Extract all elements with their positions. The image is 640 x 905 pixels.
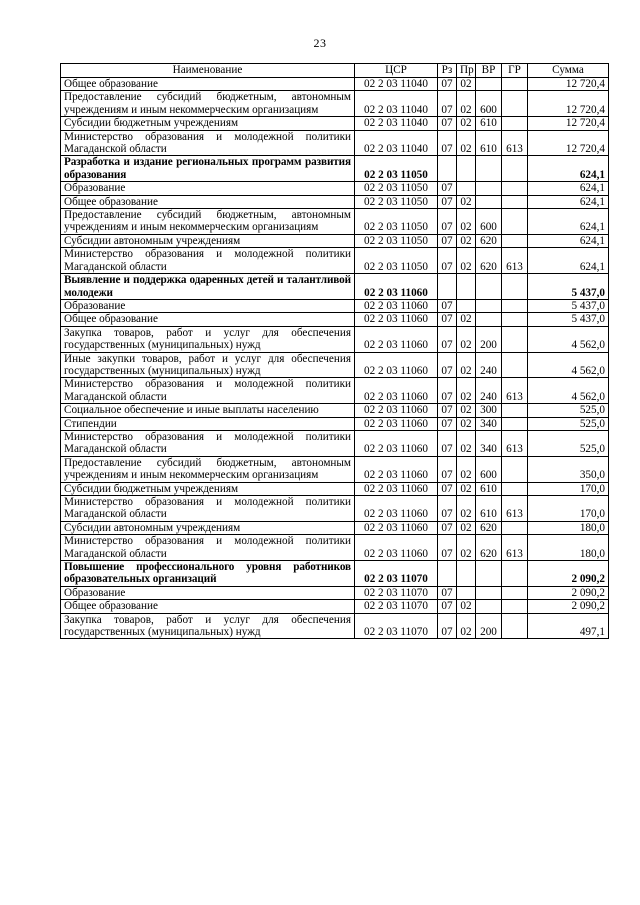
row-vr-cell: 340 bbox=[476, 417, 502, 430]
row-gr-cell bbox=[502, 156, 528, 182]
row-name-cell: Разработка и издание региональных программ развития образования bbox=[61, 156, 355, 182]
row-pr-cell: 02 bbox=[457, 91, 476, 117]
row-pr-cell: 02 bbox=[457, 404, 476, 417]
header-csr: ЦСР bbox=[355, 64, 438, 78]
table-row-section bbox=[61, 561, 609, 587]
row-name-cell: Министерство образования и молодежной политики Магаданской области bbox=[61, 130, 355, 156]
header-name: Наименование bbox=[61, 64, 355, 78]
row-vr-cell: 610 bbox=[476, 130, 502, 156]
row-name-cell: Иные закупки товаров, работ и услуг для обеспечения государственных (муниципальных) нужд bbox=[61, 352, 355, 378]
row-gr-cell bbox=[502, 117, 528, 130]
table-row bbox=[61, 78, 609, 91]
row-gr-cell bbox=[502, 195, 528, 208]
row-vr-cell: 610 bbox=[476, 482, 502, 495]
row-csr-cell: 02 2 03 11060 bbox=[355, 521, 438, 534]
row-sum-cell: 170,0 bbox=[528, 496, 609, 522]
row-sum-cell: 180,0 bbox=[528, 521, 609, 534]
row-name-cell: Министерство образования и молодежной политики Магаданской области bbox=[61, 248, 355, 274]
row-name-cell: Закупка товаров, работ и услуг для обеспечения государственных (муниципальных) нужд bbox=[61, 613, 355, 639]
row-sum-cell: 2 090,2 bbox=[528, 561, 609, 587]
row-gr-cell: 613 bbox=[502, 130, 528, 156]
row-sum-cell: 5 437,0 bbox=[528, 299, 609, 312]
row-pr-cell: 02 bbox=[457, 117, 476, 130]
row-name-cell: Субсидии бюджетным учреждениям bbox=[61, 117, 355, 130]
row-rz-cell bbox=[438, 156, 457, 182]
row-rz-cell: 07 bbox=[438, 417, 457, 430]
row-pr-cell bbox=[457, 561, 476, 587]
row-rz-cell: 07 bbox=[438, 91, 457, 117]
row-vr-cell: 600 bbox=[476, 456, 502, 482]
row-name-cell: Социальное обеспечение и иные выплаты населению bbox=[61, 404, 355, 417]
row-vr-cell bbox=[476, 299, 502, 312]
row-pr-cell: 02 bbox=[457, 209, 476, 235]
row-vr-cell bbox=[476, 195, 502, 208]
row-vr-cell: 240 bbox=[476, 378, 502, 404]
row-rz-cell: 07 bbox=[438, 352, 457, 378]
row-csr-cell: 02 2 03 11060 bbox=[355, 482, 438, 495]
row-name-cell: Общее образование bbox=[61, 313, 355, 326]
row-rz-cell bbox=[438, 561, 457, 587]
row-gr-cell bbox=[502, 182, 528, 195]
row-gr-cell bbox=[502, 482, 528, 495]
row-name-cell: Повышение профессионального уровня работников образовательных организаций bbox=[61, 561, 355, 587]
row-rz-cell: 07 bbox=[438, 195, 457, 208]
row-rz-cell: 07 bbox=[438, 234, 457, 247]
row-csr-cell: 02 2 03 11060 bbox=[355, 299, 438, 312]
row-vr-cell: 610 bbox=[476, 496, 502, 522]
row-pr-cell: 02 bbox=[457, 130, 476, 156]
row-sum-cell: 525,0 bbox=[528, 417, 609, 430]
row-vr-cell bbox=[476, 600, 502, 613]
row-vr-cell bbox=[476, 586, 502, 599]
row-sum-cell: 350,0 bbox=[528, 456, 609, 482]
row-gr-cell: 613 bbox=[502, 496, 528, 522]
row-pr-cell: 02 bbox=[457, 496, 476, 522]
row-pr-cell: 02 bbox=[457, 313, 476, 326]
table-row bbox=[61, 195, 609, 208]
row-sum-cell: 180,0 bbox=[528, 535, 609, 561]
row-csr-cell: 02 2 03 11060 bbox=[355, 378, 438, 404]
table-row bbox=[61, 496, 609, 522]
row-csr-cell: 02 2 03 11060 bbox=[355, 274, 438, 300]
row-csr-cell: 02 2 03 11040 bbox=[355, 130, 438, 156]
row-csr-cell: 02 2 03 11070 bbox=[355, 561, 438, 587]
row-sum-cell: 497,1 bbox=[528, 613, 609, 639]
row-rz-cell: 07 bbox=[438, 404, 457, 417]
row-name-cell: Министерство образования и молодежной политики Магаданской области bbox=[61, 430, 355, 456]
row-csr-cell: 02 2 03 11050 bbox=[355, 248, 438, 274]
row-gr-cell bbox=[502, 91, 528, 117]
row-vr-cell: 620 bbox=[476, 248, 502, 274]
row-vr-cell: 340 bbox=[476, 430, 502, 456]
row-name-cell: Субсидии бюджетным учреждениям bbox=[61, 482, 355, 495]
header-gr: ГР bbox=[502, 64, 528, 78]
row-pr-cell: 02 bbox=[457, 430, 476, 456]
row-name-cell: Закупка товаров, работ и услуг для обеспечения государственных (муниципальных) нужд bbox=[61, 326, 355, 352]
row-rz-cell: 07 bbox=[438, 182, 457, 195]
row-sum-cell: 12 720,4 bbox=[528, 78, 609, 91]
row-gr-cell: 613 bbox=[502, 378, 528, 404]
row-vr-cell: 600 bbox=[476, 91, 502, 117]
row-sum-cell: 624,1 bbox=[528, 195, 609, 208]
table-row bbox=[61, 117, 609, 130]
row-pr-cell: 02 bbox=[457, 482, 476, 495]
row-vr-cell bbox=[476, 313, 502, 326]
row-sum-cell: 5 437,0 bbox=[528, 313, 609, 326]
row-pr-cell bbox=[457, 182, 476, 195]
row-csr-cell: 02 2 03 11050 bbox=[355, 182, 438, 195]
row-rz-cell: 07 bbox=[438, 430, 457, 456]
table-row bbox=[61, 248, 609, 274]
row-csr-cell: 02 2 03 11060 bbox=[355, 535, 438, 561]
row-rz-cell: 07 bbox=[438, 78, 457, 91]
row-name-cell: Субсидии автономным учреждениям bbox=[61, 521, 355, 534]
table-row bbox=[61, 521, 609, 534]
table-row bbox=[61, 326, 609, 352]
row-vr-cell bbox=[476, 561, 502, 587]
row-name-cell: Предоставление субсидий бюджетным, автономным учреждениям и иным некоммерческим организациям bbox=[61, 209, 355, 235]
row-gr-cell bbox=[502, 274, 528, 300]
row-vr-cell: 240 bbox=[476, 352, 502, 378]
row-gr-cell bbox=[502, 313, 528, 326]
row-gr-cell bbox=[502, 586, 528, 599]
table-row bbox=[61, 430, 609, 456]
page-number: 23 bbox=[313, 36, 327, 50]
row-gr-cell bbox=[502, 209, 528, 235]
row-rz-cell: 07 bbox=[438, 521, 457, 534]
row-sum-cell: 624,1 bbox=[528, 234, 609, 247]
row-gr-cell bbox=[502, 326, 528, 352]
row-sum-cell: 5 437,0 bbox=[528, 274, 609, 300]
row-vr-cell bbox=[476, 156, 502, 182]
row-csr-cell: 02 2 03 11040 bbox=[355, 78, 438, 91]
row-name-cell: Общее образование bbox=[61, 78, 355, 91]
row-pr-cell bbox=[457, 156, 476, 182]
row-rz-cell: 07 bbox=[438, 209, 457, 235]
row-name-cell: Выявление и поддержка одаренных детей и талантливой молодежи bbox=[61, 274, 355, 300]
row-pr-cell: 02 bbox=[457, 378, 476, 404]
row-sum-cell: 12 720,4 bbox=[528, 91, 609, 117]
row-rz-cell: 07 bbox=[438, 456, 457, 482]
table-row bbox=[61, 417, 609, 430]
row-gr-cell bbox=[502, 234, 528, 247]
row-name-cell: Общее образование bbox=[61, 600, 355, 613]
budget-table bbox=[60, 63, 609, 639]
row-rz-cell: 07 bbox=[438, 117, 457, 130]
row-pr-cell bbox=[457, 586, 476, 599]
row-csr-cell: 02 2 03 11070 bbox=[355, 586, 438, 599]
row-sum-cell: 170,0 bbox=[528, 482, 609, 495]
table-row bbox=[61, 182, 609, 195]
row-pr-cell: 02 bbox=[457, 78, 476, 91]
row-name-cell: Образование bbox=[61, 586, 355, 599]
row-rz-cell: 07 bbox=[438, 613, 457, 639]
row-rz-cell: 07 bbox=[438, 482, 457, 495]
row-gr-cell: 613 bbox=[502, 535, 528, 561]
row-gr-cell bbox=[502, 561, 528, 587]
row-vr-cell: 200 bbox=[476, 613, 502, 639]
row-name-cell: Образование bbox=[61, 299, 355, 312]
row-csr-cell: 02 2 03 11040 bbox=[355, 117, 438, 130]
table-row bbox=[61, 378, 609, 404]
row-name-cell: Субсидии автономным учреждениям bbox=[61, 234, 355, 247]
row-csr-cell: 02 2 03 11060 bbox=[355, 313, 438, 326]
row-vr-cell bbox=[476, 78, 502, 91]
table-row bbox=[61, 209, 609, 235]
row-sum-cell: 525,0 bbox=[528, 430, 609, 456]
row-sum-cell: 525,0 bbox=[528, 404, 609, 417]
row-csr-cell: 02 2 03 11070 bbox=[355, 600, 438, 613]
row-pr-cell: 02 bbox=[457, 352, 476, 378]
row-gr-cell bbox=[502, 613, 528, 639]
row-csr-cell: 02 2 03 11050 bbox=[355, 209, 438, 235]
row-csr-cell: 02 2 03 11060 bbox=[355, 496, 438, 522]
row-sum-cell: 4 562,0 bbox=[528, 326, 609, 352]
row-csr-cell: 02 2 03 11050 bbox=[355, 156, 438, 182]
row-rz-cell: 07 bbox=[438, 378, 457, 404]
table-row-section bbox=[61, 156, 609, 182]
row-csr-cell: 02 2 03 11060 bbox=[355, 404, 438, 417]
row-rz-cell: 07 bbox=[438, 248, 457, 274]
table-row bbox=[61, 456, 609, 482]
row-gr-cell bbox=[502, 521, 528, 534]
row-vr-cell: 620 bbox=[476, 521, 502, 534]
row-name-cell: Министерство образования и молодежной политики Магаданской области bbox=[61, 535, 355, 561]
row-csr-cell: 02 2 03 11060 bbox=[355, 352, 438, 378]
table-row bbox=[61, 299, 609, 312]
row-rz-cell: 07 bbox=[438, 535, 457, 561]
table-row bbox=[61, 234, 609, 247]
row-name-cell: Предоставление субсидий бюджетным, автономным учреждениям и иным некоммерческим организациям bbox=[61, 91, 355, 117]
row-pr-cell: 02 bbox=[457, 417, 476, 430]
row-sum-cell: 2 090,2 bbox=[528, 600, 609, 613]
row-pr-cell: 02 bbox=[457, 326, 476, 352]
table-row bbox=[61, 586, 609, 599]
header-rz: Рз bbox=[438, 64, 457, 78]
row-sum-cell: 2 090,2 bbox=[528, 586, 609, 599]
row-pr-cell bbox=[457, 299, 476, 312]
row-sum-cell: 624,1 bbox=[528, 182, 609, 195]
row-name-cell: Общее образование bbox=[61, 195, 355, 208]
row-sum-cell: 12 720,4 bbox=[528, 117, 609, 130]
row-gr-cell bbox=[502, 299, 528, 312]
row-pr-cell: 02 bbox=[457, 535, 476, 561]
row-rz-cell: 07 bbox=[438, 130, 457, 156]
row-gr-cell: 613 bbox=[502, 430, 528, 456]
table-row bbox=[61, 91, 609, 117]
row-sum-cell: 4 562,0 bbox=[528, 352, 609, 378]
row-vr-cell: 620 bbox=[476, 535, 502, 561]
table-header-row bbox=[61, 64, 609, 78]
header-sum: Сумма bbox=[528, 64, 609, 78]
row-csr-cell: 02 2 03 11060 bbox=[355, 430, 438, 456]
table-row bbox=[61, 535, 609, 561]
row-gr-cell: 613 bbox=[502, 248, 528, 274]
row-csr-cell: 02 2 03 11050 bbox=[355, 195, 438, 208]
row-csr-cell: 02 2 03 11070 bbox=[355, 613, 438, 639]
row-name-cell: Стипендии bbox=[61, 417, 355, 430]
row-rz-cell: 07 bbox=[438, 586, 457, 599]
row-sum-cell: 624,1 bbox=[528, 248, 609, 274]
row-rz-cell: 07 bbox=[438, 299, 457, 312]
row-pr-cell: 02 bbox=[457, 456, 476, 482]
row-gr-cell bbox=[502, 600, 528, 613]
table-row bbox=[61, 613, 609, 639]
row-pr-cell: 02 bbox=[457, 613, 476, 639]
row-rz-cell: 07 bbox=[438, 600, 457, 613]
row-csr-cell: 02 2 03 11050 bbox=[355, 234, 438, 247]
row-rz-cell: 07 bbox=[438, 496, 457, 522]
table-row bbox=[61, 130, 609, 156]
row-gr-cell bbox=[502, 404, 528, 417]
row-sum-cell: 12 720,4 bbox=[528, 130, 609, 156]
row-gr-cell bbox=[502, 456, 528, 482]
header-vr: ВР bbox=[476, 64, 502, 78]
table-body bbox=[61, 78, 609, 639]
row-pr-cell: 02 bbox=[457, 521, 476, 534]
row-pr-cell: 02 bbox=[457, 195, 476, 208]
row-name-cell: Министерство образования и молодежной политики Магаданской области bbox=[61, 378, 355, 404]
row-sum-cell: 4 562,0 bbox=[528, 378, 609, 404]
table-row bbox=[61, 482, 609, 495]
table-row bbox=[61, 600, 609, 613]
table-row bbox=[61, 404, 609, 417]
row-vr-cell bbox=[476, 182, 502, 195]
row-vr-cell: 620 bbox=[476, 234, 502, 247]
row-rz-cell: 07 bbox=[438, 326, 457, 352]
table-row bbox=[61, 313, 609, 326]
row-sum-cell: 624,1 bbox=[528, 209, 609, 235]
row-gr-cell bbox=[502, 352, 528, 378]
row-vr-cell: 200 bbox=[476, 326, 502, 352]
row-vr-cell: 600 bbox=[476, 209, 502, 235]
row-rz-cell: 07 bbox=[438, 313, 457, 326]
row-vr-cell bbox=[476, 274, 502, 300]
row-csr-cell: 02 2 03 11060 bbox=[355, 417, 438, 430]
row-name-cell: Министерство образования и молодежной политики Магаданской области bbox=[61, 496, 355, 522]
row-csr-cell: 02 2 03 11040 bbox=[355, 91, 438, 117]
row-pr-cell: 02 bbox=[457, 600, 476, 613]
row-name-cell: Предоставление субсидий бюджетным, автономным учреждениям и иным некоммерческим организациям bbox=[61, 456, 355, 482]
row-vr-cell: 300 bbox=[476, 404, 502, 417]
row-sum-cell: 624,1 bbox=[528, 156, 609, 182]
row-rz-cell bbox=[438, 274, 457, 300]
row-csr-cell: 02 2 03 11060 bbox=[355, 326, 438, 352]
row-vr-cell: 610 bbox=[476, 117, 502, 130]
row-pr-cell: 02 bbox=[457, 234, 476, 247]
table-row-section bbox=[61, 274, 609, 300]
row-pr-cell: 02 bbox=[457, 248, 476, 274]
row-gr-cell bbox=[502, 78, 528, 91]
header-pr: Пр bbox=[457, 64, 476, 78]
row-gr-cell bbox=[502, 417, 528, 430]
row-pr-cell bbox=[457, 274, 476, 300]
row-name-cell: Образование bbox=[61, 182, 355, 195]
table-row bbox=[61, 352, 609, 378]
row-csr-cell: 02 2 03 11060 bbox=[355, 456, 438, 482]
